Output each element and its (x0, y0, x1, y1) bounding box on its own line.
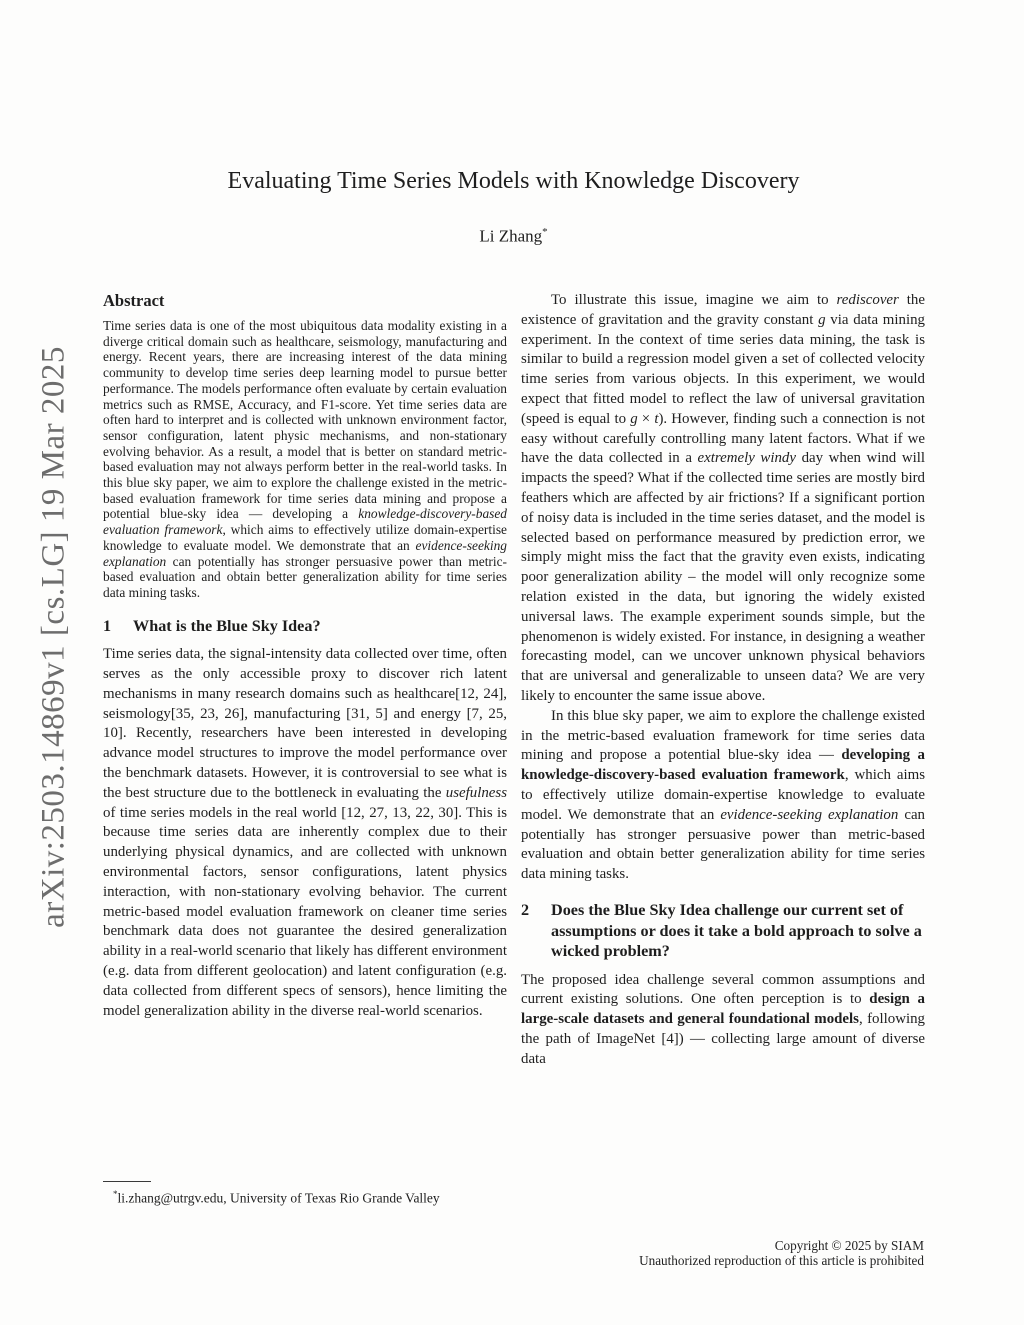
copyright-notice (639, 1239, 924, 1269)
right-column (521, 291, 925, 1070)
abstract-heading: Abstract (103, 291, 165, 310)
author-footnote-marker: * (542, 226, 548, 238)
section-2-number: 2 (521, 900, 530, 919)
paper-header (103, 168, 924, 247)
author-line (103, 226, 924, 247)
copyright-line-1: Copyright © 2025 by SIAM (774, 1238, 924, 1253)
section-1-paragraph: Time series data, the signal-intensity data collected over time, often serves as the only accessible proxy to discover rich latent mechanisms in many research domains such as healthcare[12, 24], seismology[35, 23, 26], manufacturing [31, 5] and energy [7, 25, 10]. Recently, researchers have been interested in developing advance model structures to improve the model performance over the benchmark datasets. However, it is controversial to see what is the best structure due to the bottleneck in evaluating the usefulness of time series models in the real world [12, 27, 13, 22, 30]. This is because time series data are inherently complex due to their underlying physical dynamics, and are collected with unknown environmental factors, sensor configurations, latent physics interaction, with non-stationary evolving behavior. The current metric-based model evaluation framework on cleaner time series benchmark data does not guarantee the desired generalization ability in a real-world scenario that likely has different environment (e.g. data from different geolocation) and latent configuration (e.g. data collected from different specs of sensors), hence limiting the model generalization ability in the diverse real-world scenarios. (103, 646, 507, 1019)
body-paragraph: In this blue sky paper, we aim to explore the challenge existed in the metric-based evaluation framework for time series data mining and propose a potential blue-sky idea — developing a knowledge-discovery-based evaluation framework, which aims to effectively utilize domain-expertise knowledge to evaluate model. We demonstrate that an evidence-seeking explanation can potentially has stronger persuasive power than metric-based evaluation and obtain better generalization ability for time series data mining tasks. (521, 707, 925, 883)
footnote-marker: * (113, 1189, 118, 1199)
section-2-title: Does the Blue Sky Idea challenge our current set of assumptions or does it take a bold approach to solve a wicked problem? (551, 900, 922, 961)
section-2-heading (521, 900, 925, 962)
footnote-block (103, 1181, 507, 1207)
arxiv-sidebar-label: arXiv:2503.14869v1 [cs.LG] 19 Mar 2025 (35, 346, 72, 928)
copyright-line-2: Unauthorized reproduction of this article is prohibited (639, 1252, 924, 1268)
body-paragraph: To illustrate this issue, imagine we aim to rediscover the existence of gravitation and the gravity constant g via data mining experiment. In the context of time series data mining, the task is similar to build a regression model given a set of collected velocity time series from various objects. In this experiment, we would expect that fitted model to reflect the law of universal gravitation (speed is equal to g × t). However, finding such a connection is not easy without carefully controlling many latent factors. What if we have the data collected in a extremely windy day when wind will impacts the speed? What if the collected time series are mostly bird feathers which are affected by air frictions? If a significant portion of noisy data is included in the time series dataset, and the model is selected based on performance measured by prediction error, we simply might miss the fact that the gravity even exists, indicating poor generalization ability – the model will only recognize some relation existed in the data, but ignoring the widely existed universal laws. The example experiment sounds simple, but the phenomenon is widely existed. For instance, in designing a weather forecasting model, can we uncover unknown physical behaviors that are universal and generalizable to unseen data? We are very likely to encounter the same issue above. (521, 292, 926, 704)
author-name: Li Zhang (479, 226, 543, 246)
abstract-paragraph: Time series data is one of the most ubiquitous data modality existing in a diverge critical domain such as healthcare, seismology, manufacturing and energy. Recent years, there are increasing interest of the data mining community to develop time series deep learning model to pursue better performance. The models performance often evaluate by certain evaluation metrics such as RMSE, Accuracy, and F1-score. Yet time series data are often hard to interpret and is collected with unknown environment factor, sensor configuration, latent physic mechanisms, and non-stationary evolving behavior. As a result, a model that is better on standard metric-based evaluation may not always perform better in the real-world tasks. In this blue sky paper, we aim to explore the challenge existed in the metric-based evaluation framework for time series data mining and propose a potential blue-sky idea — developing a knowledge-discovery-based evaluation framework, which aims to effectively utilize domain-expertise knowledge to evaluate model. We demonstrate that an evidence-seeking explanation can potentially has stronger persuasive power than metric-based evaluation and obtain better generalization ability for time series data mining tasks. (103, 318, 507, 600)
author-footnote (103, 1189, 507, 1207)
footnote-content: li.zhang@utrgv.edu, University of Texas Rio Grande Valley (117, 1190, 440, 1206)
left-column (103, 291, 507, 1021)
section-1-heading (103, 616, 507, 637)
section-1-title: What is the Blue Sky Idea? (133, 616, 321, 635)
section-1-number: 1 (103, 616, 112, 635)
section-2-paragraph: The proposed idea challenge several common assumptions and current existing solutions. One often perception is to design a large-scale datasets and general foundational models, following the path of ImageNet [4]) — collecting large amount of diverse data (521, 971, 925, 1067)
paper-title: Evaluating Time Series Models with Knowledge Discovery (227, 168, 800, 194)
footnote-rule (103, 1181, 151, 1182)
